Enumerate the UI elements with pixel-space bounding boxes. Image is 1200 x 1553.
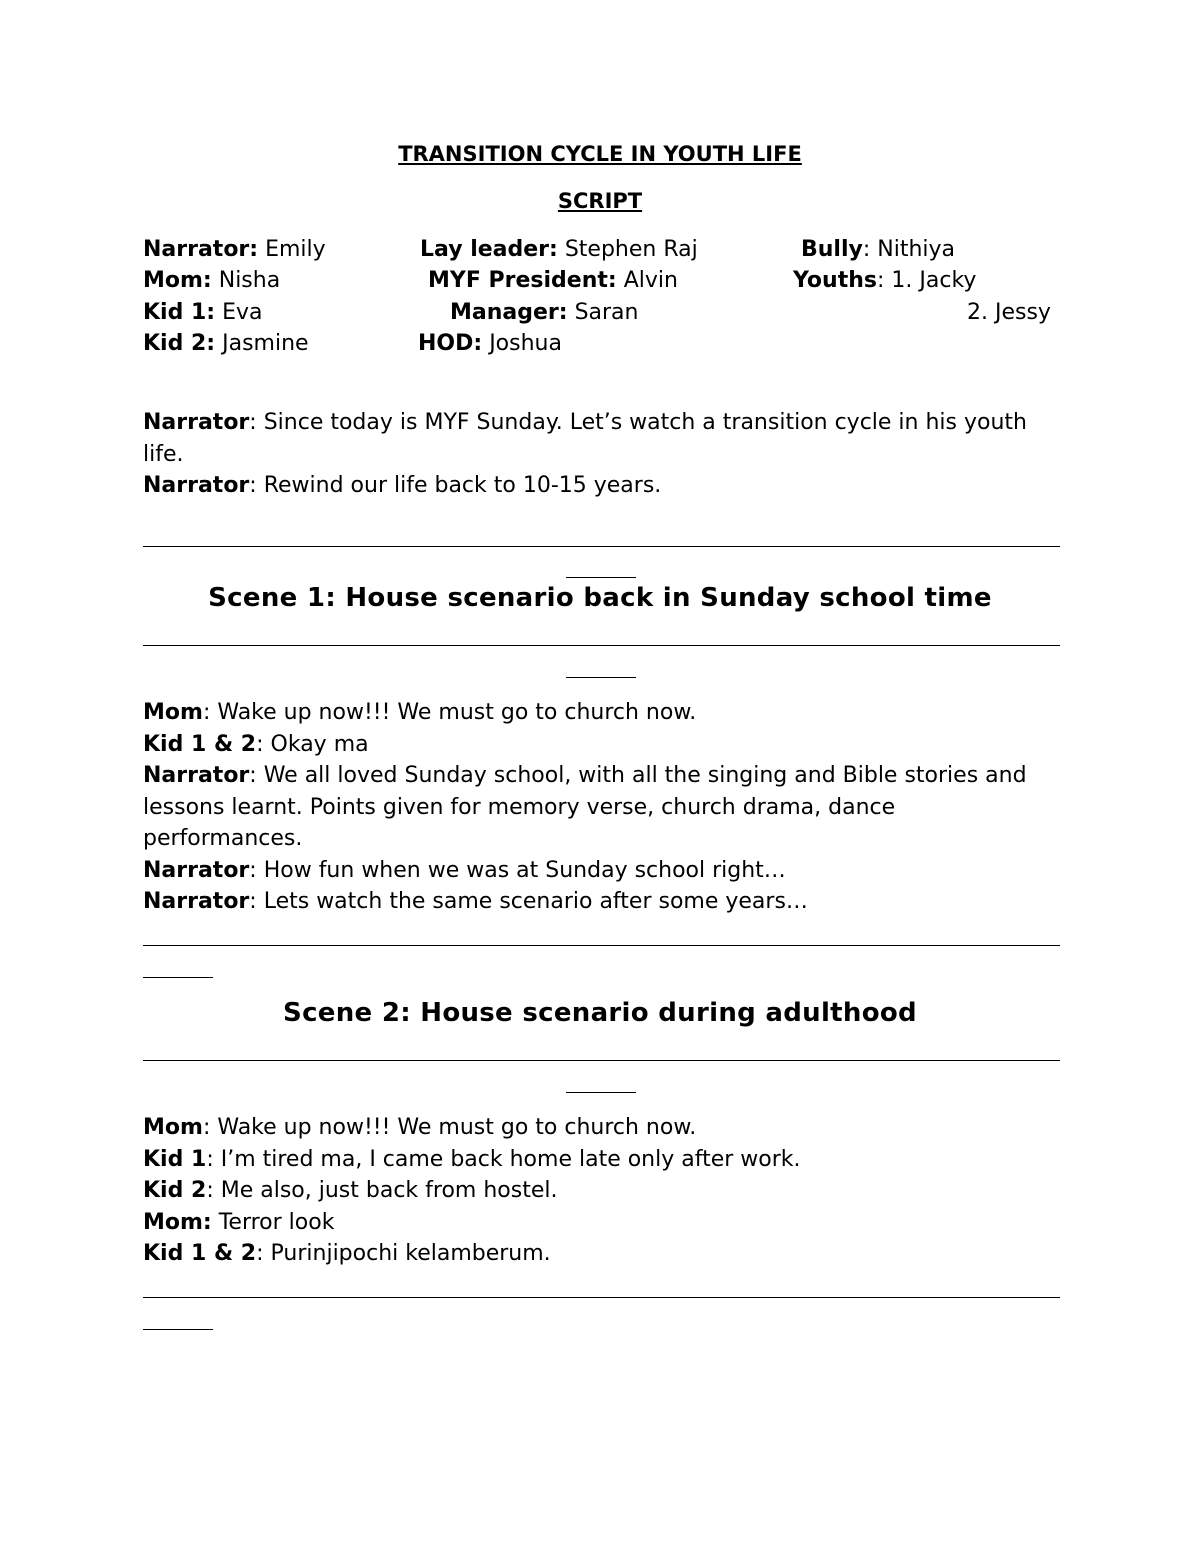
- script-line: [143, 1207, 1053, 1239]
- speaker: Narrator: [143, 889, 250, 914]
- dialogue: : We all loved Sunday school, with all the singing and Bible stories and lessons learnt. Points given for memory verse, church drama, dance performances.: [143, 763, 1027, 851]
- dialogue: : How fun when we was at Sunday school right…: [249, 857, 786, 883]
- cast-name: Emily: [265, 237, 326, 262]
- speaker: Narrator: [143, 410, 250, 435]
- dialogue: : I’m tired ma, I came back home late only after work.: [206, 1146, 801, 1172]
- dialogue: : Purinjipochi kelamberum.: [256, 1241, 551, 1266]
- dialogue: : Me also, just back from hostel.: [206, 1178, 558, 1203]
- script-line: [143, 1112, 1053, 1144]
- cast-bully: Bully: Nithiya: [801, 237, 956, 262]
- speaker: Narrator: [143, 857, 250, 883]
- cast-name: Alvin: [623, 268, 678, 293]
- speaker: Kid 1 & 2: [143, 1241, 257, 1266]
- speaker: Mom: [143, 1115, 203, 1140]
- dialogue: Terror look: [211, 1209, 335, 1235]
- script-line: [143, 855, 1053, 887]
- document-subtitle: SCRIPT: [557, 189, 643, 213]
- cast-myf-president: [428, 265, 678, 297]
- dialogue: : Wake up now!!! We must go to church now.: [202, 1115, 697, 1140]
- cast-role: Kid 1:: [143, 300, 216, 325]
- divider-line: [143, 1060, 1060, 1061]
- cast-role: Mom:: [143, 268, 212, 293]
- script-line: [143, 407, 1053, 470]
- speaker: Narrator: [143, 473, 250, 498]
- cast-role: Bully: [801, 237, 863, 262]
- divider-line: [143, 945, 1060, 946]
- divider-line: [143, 1297, 1060, 1298]
- cast-role: Lay leader:: [420, 237, 558, 262]
- cast-name: Jasmine: [222, 331, 309, 356]
- script-line: [143, 470, 1053, 502]
- cast-role: MYF President:: [428, 268, 617, 293]
- cast-role: Manager:: [450, 300, 568, 325]
- dialogue: : Rewind our life back to 10-15 years.: [249, 473, 662, 498]
- speaker: Kid 1: [143, 1146, 207, 1172]
- cast-kid1: [143, 297, 263, 329]
- dialogue: : Wake up now!!! We must go to church now.: [202, 700, 697, 725]
- speaker: Kid 2: [143, 1178, 207, 1203]
- cast-name: 1. Jacky: [891, 268, 977, 293]
- cast-narrator: [143, 234, 326, 266]
- cast-hod: [418, 328, 562, 360]
- cast-name: Nisha: [218, 268, 281, 293]
- cast-role: HOD:: [418, 331, 483, 356]
- cast-role: Youths: [793, 268, 877, 293]
- script-line: [143, 886, 1053, 918]
- scene1-block: [143, 697, 1053, 918]
- cast-youths-second: 2. Jessy: [967, 300, 1051, 325]
- scene2-block: [143, 1112, 1053, 1270]
- dialogue: : Lets watch the same scenario after some years…: [249, 889, 808, 914]
- divider-line-short: [143, 1329, 213, 1330]
- script-line: [143, 1144, 1053, 1176]
- document-title: TRANSITION CYCLE IN YOUTH LIFE: [398, 142, 802, 166]
- divider-line: [143, 546, 1060, 547]
- divider-line-short: [566, 577, 636, 578]
- cast-role: Narrator:: [143, 237, 259, 262]
- speaker: Kid 1 & 2: [143, 731, 257, 757]
- scene2-heading: Scene 2: House scenario during adulthood: [283, 998, 917, 1028]
- intro-block: [143, 407, 1053, 502]
- dialogue: : Since today is MYF Sunday. Let’s watch a transition cycle in his youth life.: [143, 410, 1027, 467]
- script-line: [143, 1238, 1053, 1270]
- divider-line-short: [566, 1092, 636, 1093]
- script-line: [143, 1175, 1053, 1207]
- cast-name: Nithiya: [877, 237, 956, 262]
- divider-line-short: [143, 977, 213, 978]
- script-line: [143, 760, 1053, 855]
- cast-mom: [143, 265, 280, 297]
- cast-name: Eva: [222, 300, 263, 325]
- cast-role: Kid 2:: [143, 331, 216, 356]
- divider-line-short: [566, 677, 636, 678]
- scene1-heading: Scene 1: House scenario back in Sunday school time: [208, 583, 992, 613]
- cast-name: Joshua: [489, 331, 562, 356]
- cast-name: Stephen Raj: [564, 237, 698, 262]
- speaker: Mom:: [143, 1209, 212, 1235]
- dialogue: : Okay ma: [256, 731, 369, 757]
- script-line: [143, 729, 1053, 761]
- cast-name: Saran: [574, 300, 639, 325]
- speaker: Mom: [143, 700, 203, 725]
- speaker: Narrator: [143, 763, 250, 788]
- script-line: [143, 697, 1053, 729]
- cast-kid2: [143, 328, 309, 360]
- cast-manager: [450, 297, 638, 329]
- cast-youths: Youths: 1. Jacky: [793, 268, 977, 293]
- cast-lay-leader: [420, 234, 698, 266]
- divider-line: [143, 645, 1060, 646]
